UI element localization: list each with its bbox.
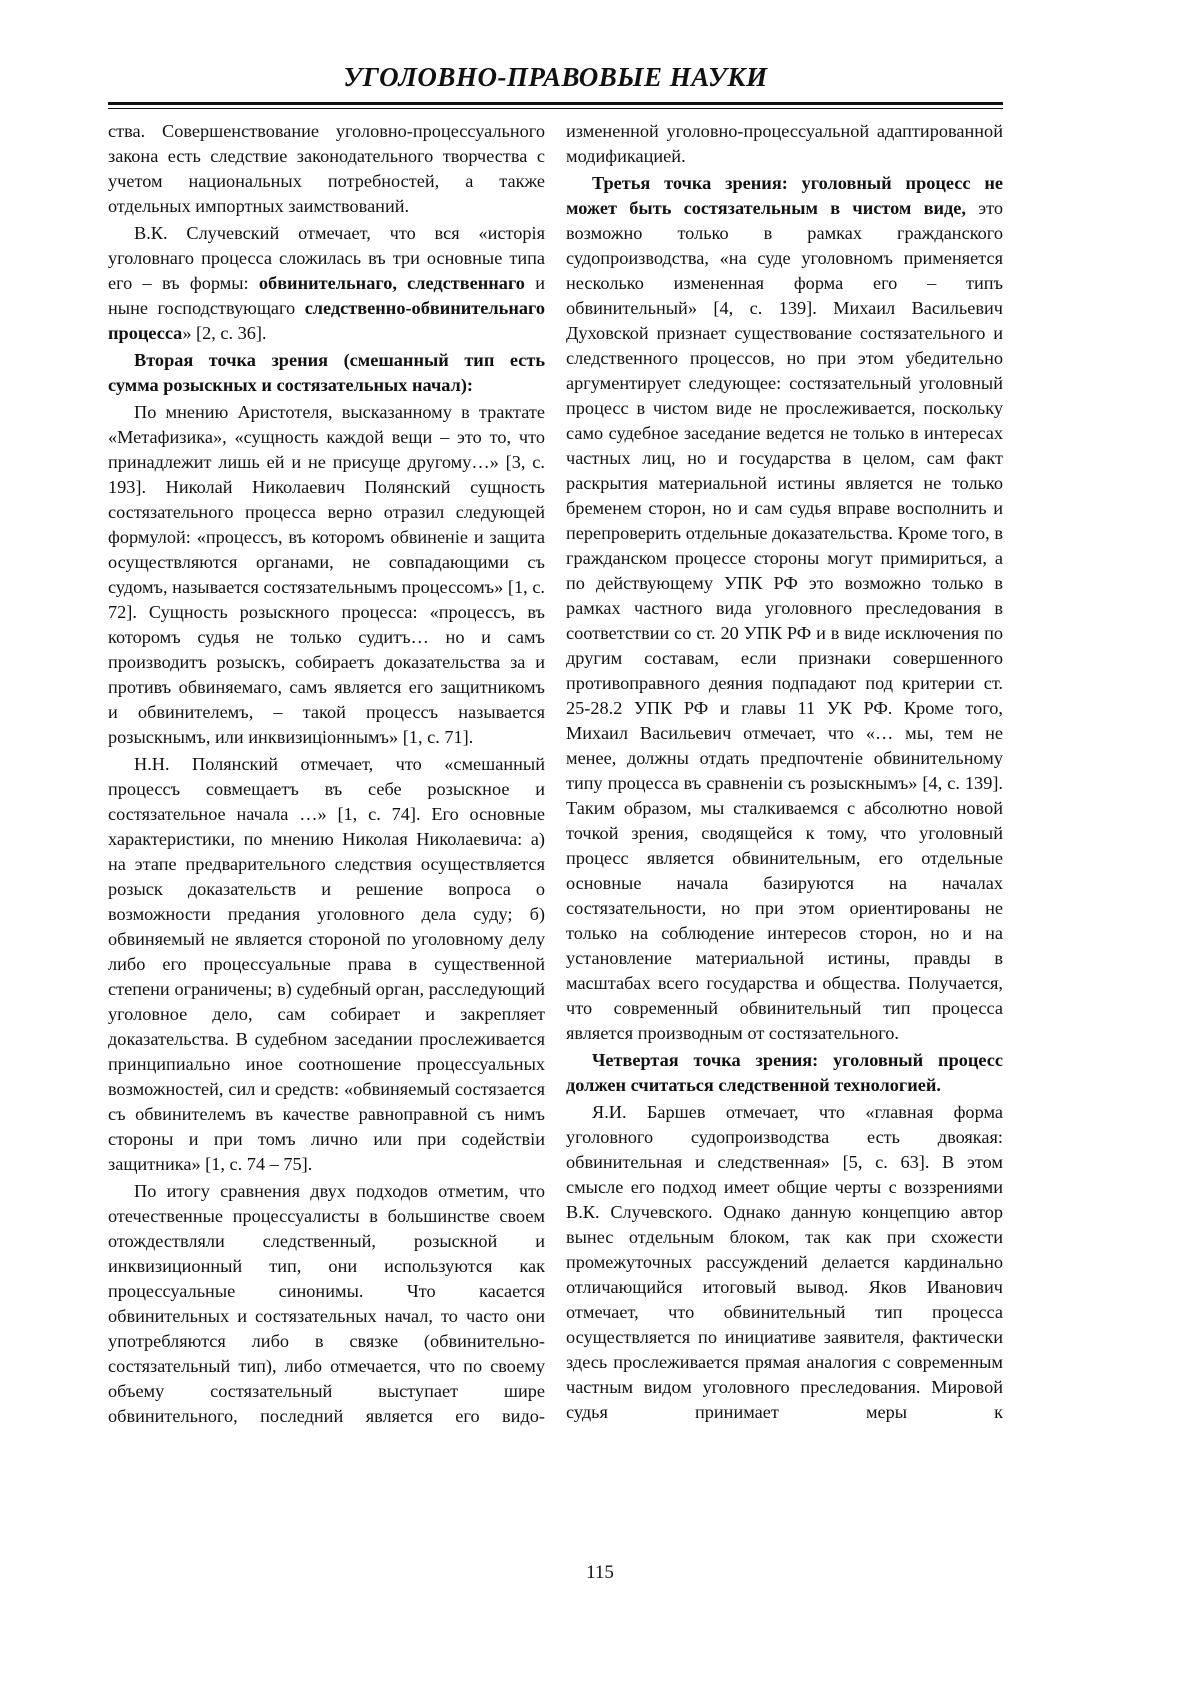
body-paragraph [108,752,545,1177]
text-run: Я.И. Баршев отмечает, что «главная форма уголовного судопроизводства есть двоякая: обвинительная и следственная» [5, с. 63]. В этом смысле его подход имеет общие черты с воззрениями В.К. Случевского. Однако данную концепцию автор вынес отдельным блоком, так как при схожести промежуточных рассуждений делается кардинально отличающийся итоговый вывод. Яков Иванович отмечает, что обвинительный тип процесса осуществляется по инициативе заявителя, фактически здесь прослеживается прямая аналогия с современным частным видом уголовного преследования. Мировой судья принимает меры к [566,1102,1003,1422]
text-run: это возможно только в рамках гражданского судопроизводства, «на суде уголовномъ применяется несколько измененная форма его – типъ обвинительный» [4, с. 139]. Михаил Васильевич Духовской признает существование состязательного и следственного процессов, но при этом убедительно аргументирует следующее: состязательный уголовный процесс в чистом виде не прослеживается, поскольку само судебное заседание ведется не только в интересах частных лиц, но и государства в целом, сам факт раскрытия материальной истины является не только бременем сторон, но и сам судья вправе восполнить и перепроверить отдельные доказательства. Кроме того, в гражданском процессе стороны могут примириться, а по действующему УПК РФ это возможно только в рамках частного вида уголовного преследования в соответствии со ст. 20 УПК РФ и в виде исключения по другим составам, если признаки совершенного противоправного деяния подпадают под критерии ст. 25-28.2 УПК РФ и главы 11 УК РФ. Кроме того, Михаил Васильевич отмечает, что «… мы, тем не менее, должны отдать предпочтеніе обвинительному типу процесса въ сравненіи съ розыскнымъ» [4, с. 139]. Таким образом, мы сталкиваемся с абсолютно новой точкой зрения, сводящейся к тому, что уголовный процесс является обвинительным, его отдельные основные начала базируются на началах состязательности, но при этом ориентированы не только на соблюдение интересов сторон, но и на установление материальной истины, правды в масштабах всего государства и общества. Получается, что современный обвинительный тип процесса является производным от состязательного. [566,198,1003,1043]
body-paragraph [108,119,545,219]
right-column [566,119,1003,1427]
header-rule-thick [108,102,1003,105]
running-header [108,62,1003,93]
body-paragraph [566,119,1003,169]
section-heading [108,348,545,398]
bold-text: следственно-обвинительнаго процесса [108,298,545,343]
bold-text: обвинительнаго, следственнаго [259,273,525,293]
section-heading [566,1048,1003,1098]
body-paragraph [566,1100,1003,1425]
text-run: По мнению Аристотеля, высказанному в трактате «Метафизика», «сущность каждой вещи – это то, что принадлежит лишь ей и не присуще другому…» [3, с. 193]. Николай Николаевич Полянский сущность состязательного процесса верно отразил следующей формулой: «процессъ, въ которомъ обвиненіе и защита осуществляются органами, не совпадающими съ судомъ, называется состязательнымъ процессомъ» [1, с. 72]. Сущность розыскного процесса: «процессъ, въ которомъ судья не только судитъ… но и самъ производитъ розыскъ, собираетъ доказательства за и противъ обвиняемаго, самъ является его защитникомъ и обвинителемъ, – такой процессъ называется розыскнымъ, или инквизиціоннымъ» [1, с. 71]. [108,402,545,747]
text-run: Вторая точка зрения (смешанный тип есть сумма розыскных и состязательных начал): [108,350,545,395]
page-number: 115 [0,1562,1200,1584]
bold-text: Третья точка зрения: уголовный процесс не может быть состязательным в чистом виде, [566,173,1003,218]
body-paragraph [108,221,545,346]
body-paragraph [108,1179,545,1429]
left-column [108,119,545,1431]
text-run: Н.Н. Полянский отмечает, что «смешанный процессъ совмещаетъ въ себе розыскное и состязательное начала …» [1, с. 74]. Его основные характеристики, по мнению Николая Николаевича: а) на этапе предварительного следствия осуществляется розыск доказательств и решение вопроса о возможности предания уголовного дела суду; б) обвиняемый не является стороной по уголовному делу либо его процессуальные права в существенной степени ограничены; в) судебный орган, расследующий уголовное дело, сам собирает и закрепляет доказательства. В судебном заседании прослеживается принципиально иное соотношение процессуальных возможностей, сил и средств: «обвиняемый состязается съ обвинителемъ въ качестве равноправной съ нимъ стороны и при томъ лично или при содействіи защитника» [1, с. 74 – 75]. [108,754,545,1174]
text-run: По итогу сравнения двух подходов отметим, что отечественные процессуалисты в большинстве своем отождествляли следственный, розыскной и инквизиционный тип, они используются как процессуальные синонимы. Что касается обвинительных и состязательных начал, то часто они употребляются либо в связке (обвинительно-состязательный тип), либо отмечается, что по своему объему состязательный выступает шире обвинительного, последний является его видо- [108,1181,545,1426]
text-run: В.К. Случевский отмечает, что вся «исторія уголовнаго процесса сложилась въ три основные типа его – въ формы: [108,223,545,293]
text-run: ства. Совершенствование уголовно-процессуального закона есть следствие законодательного творчества с учетом национальных потребностей, а также отдельных импортных заимствований. [108,121,545,216]
text-run: измененной уголовно-процессуальной адаптированной модификацией. [566,121,1003,166]
header-rule-thin [108,108,1003,109]
text-run: Четвертая точка зрения: уголовный процесс должен считаться следственной технологией. [566,1050,1003,1095]
body-paragraph [108,400,545,750]
text-run: и ныне господствующаго [108,273,545,318]
text-run: » [2, с. 36]. [182,323,266,343]
section-title: УГОЛОВНО-ПРАВОВЫЕ НАУКИ [343,62,767,92]
body-paragraph [566,171,1003,1046]
